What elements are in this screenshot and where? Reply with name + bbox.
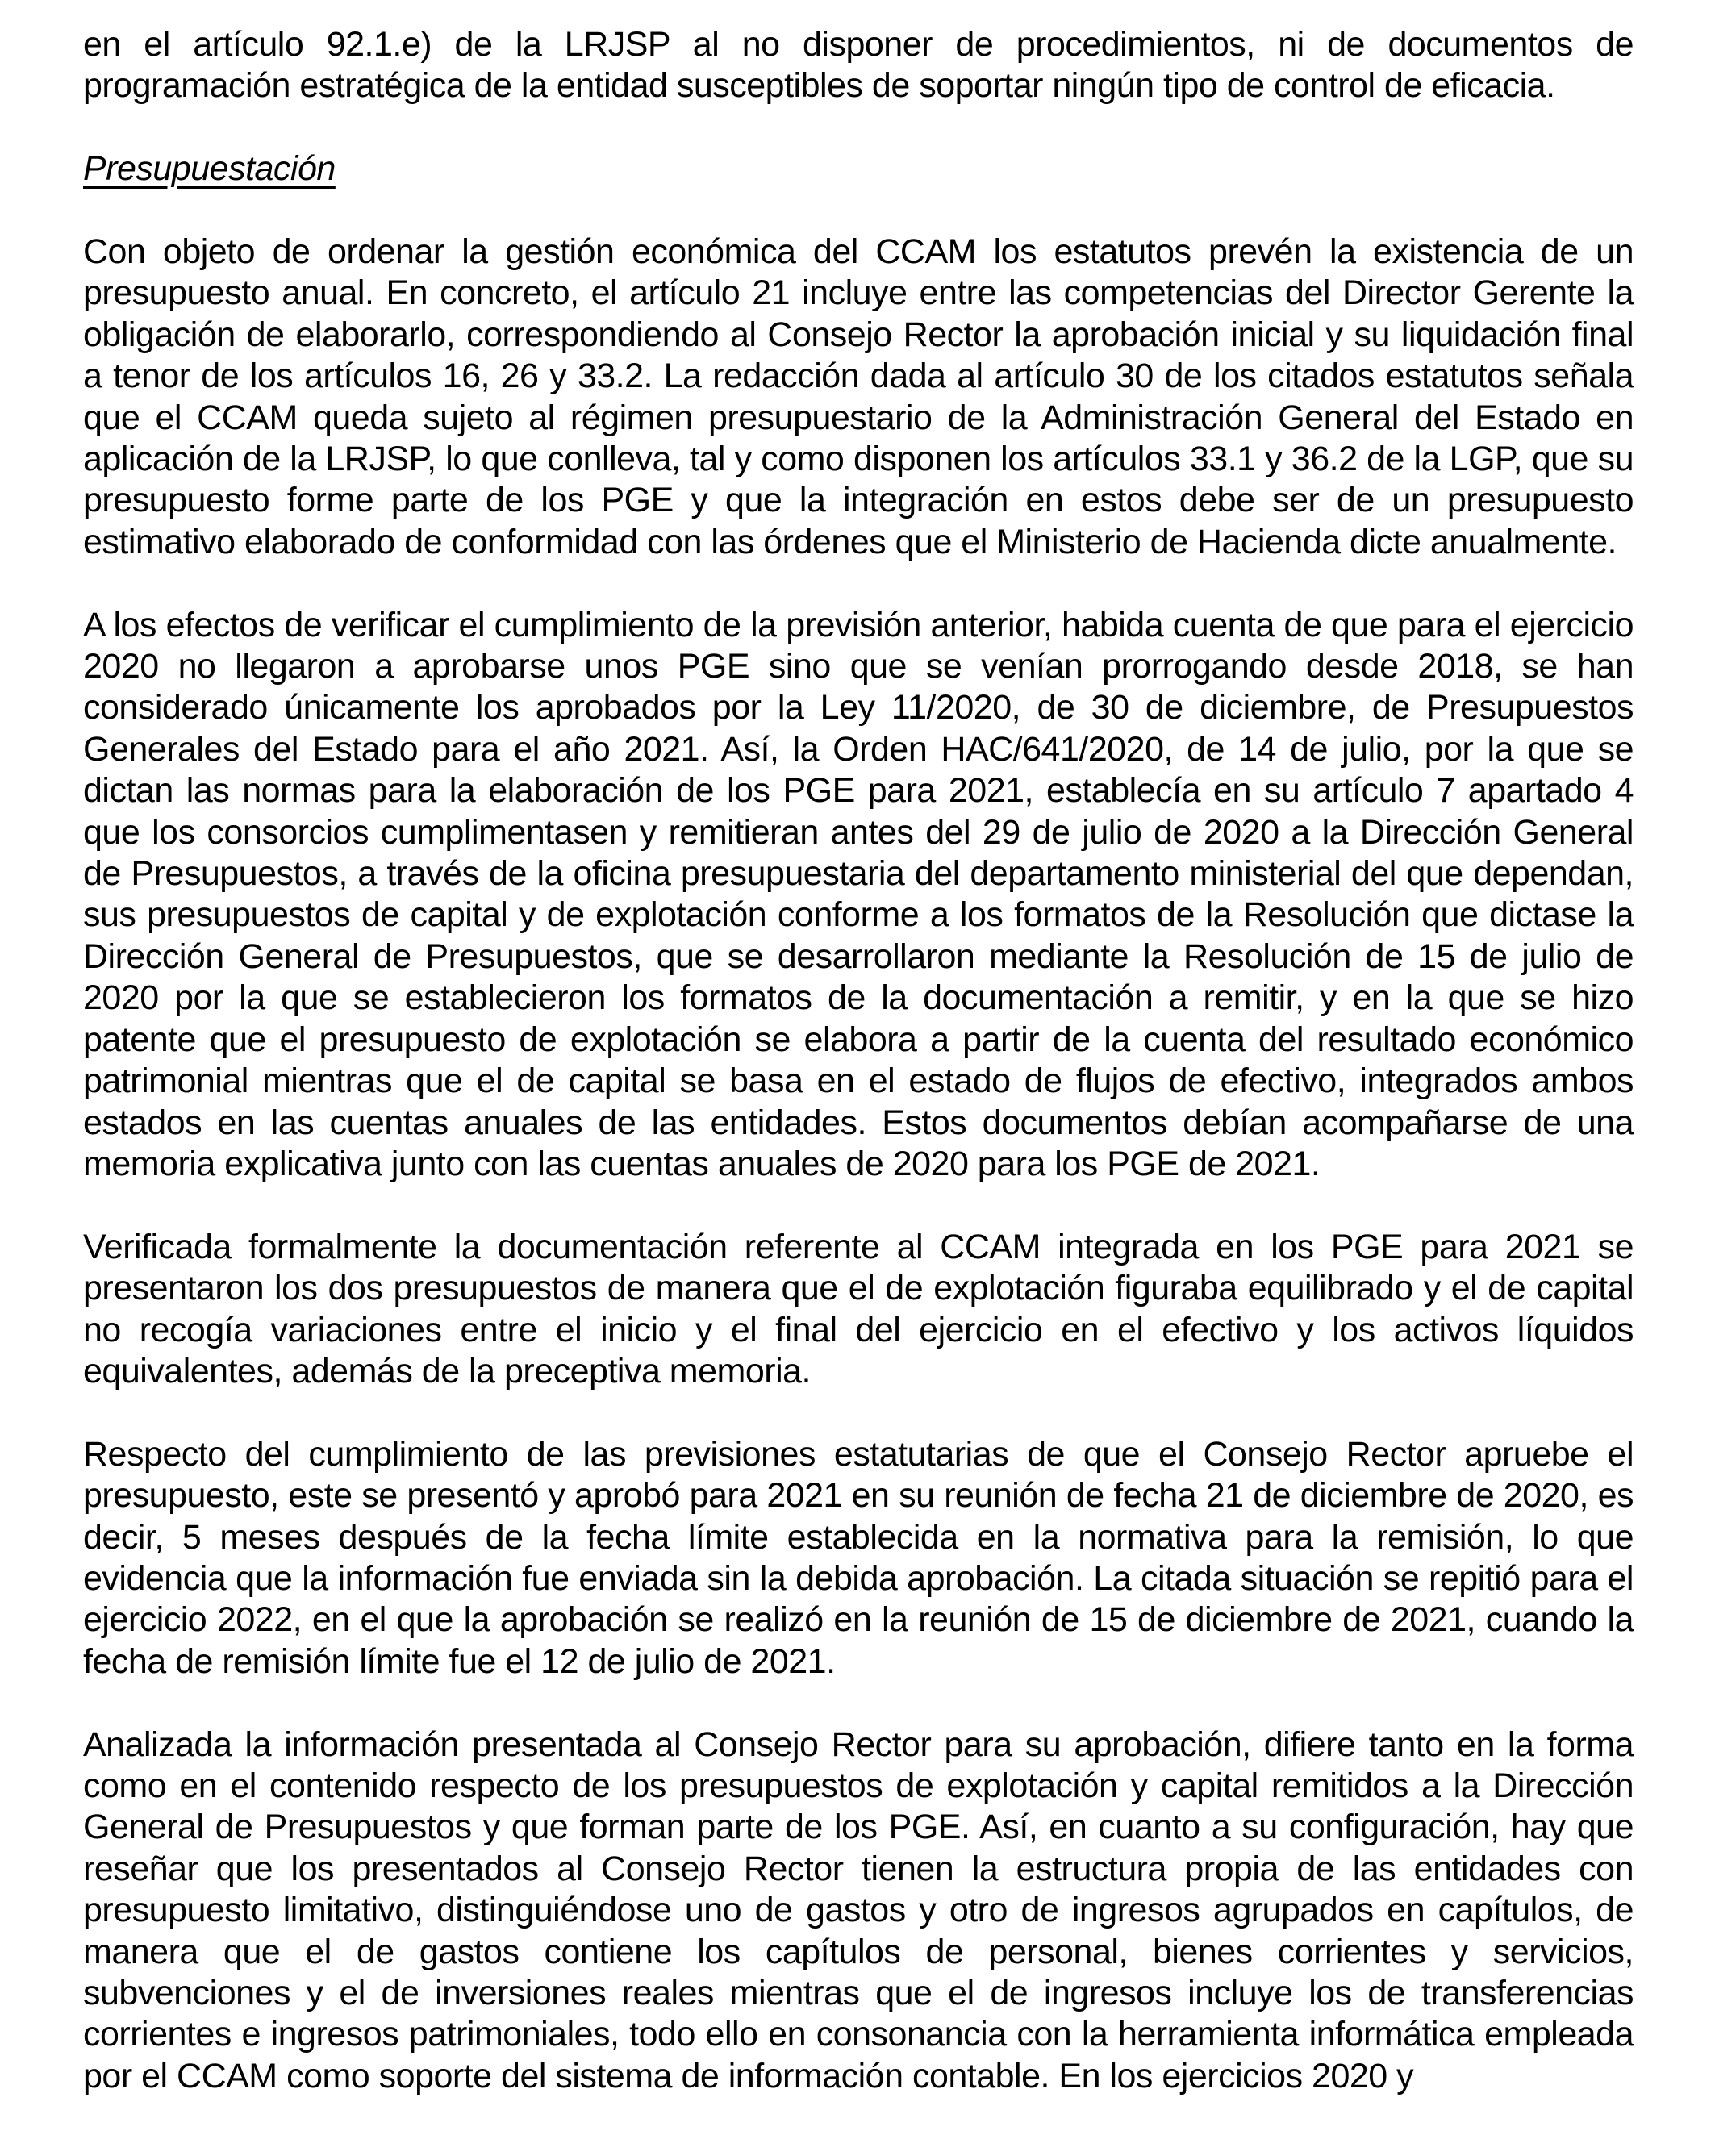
paragraph-con-objeto: Con objeto de ordenar la gestión económica del CCAM los estatutos prevén la existencia de un presupuesto anual. En concreto, el artículo 21 incluye entre las competencias del Director Gerente la obligación de elaborarlo, correspondiendo al Consejo Rector la aprobación inicial y su liquidación final a tenor de los artículos 16, 26 y 33.2. La redacción dada al artículo 30 de los citados estatutos señala que el CCAM queda sujeto al régimen presupuestario de la Administración General del Estado en aplicación de la LRJSP, lo que conlleva, tal y como disponen los artículos 33.1 y 36.2 de la LGP, que su presupuesto forme parte de los PGE y que la integración en estos debe ser de un presupuesto estimativo elaborado de conformidad con las órdenes que el Ministerio de Hacienda dicte anualmente.	[83, 232, 1634, 561]
section-heading-presupuestacion: Presupuestación	[83, 149, 336, 189]
paragraph-verificada-formalmente: Verificada formalmente la documentación referente al CCAM integrada en los PGE para 2021 se presentaron los dos presupuestos de manera que el de explotación figuraba equilibrado y el de capital no recogía variaciones entre el inicio y el final del ejercicio en el efectivo y los activos líquidos equivalentes, además de la preceptiva memoria.	[83, 1227, 1634, 1391]
paragraph-analizada-informacion: Analizada la información presentada al Consejo Rector para su aprobación, difiere tanto en la forma como en el contenido respecto de los presupuestos de explotación y capital remitidos a la Dirección General de Presupuestos y que forman parte de los PGE. Así, en cuanto a su configuración, hay que reseñar que los presentados al Consejo Rector tienen la estructura propia de las entidades con presupuesto limitativo, distinguiéndose uno de gastos y otro de ingresos agrupados en capítulos, de manera que el de gastos contiene los capítulos de personal, bienes corrientes y servicios, subvenciones y el de inversiones reales mientras que el de ingresos incluye los de transferencias corrientes e ingresos patrimoniales, todo ello en consonancia con la herramienta informática empleada por el CCAM como soporte del sistema de información contable. En los ejercicios 2020 y	[83, 1724, 1634, 2096]
paragraph-a-los-efectos: A los efectos de verificar el cumplimiento de la previsión anterior, habida cuenta de que para el ejercicio 2020 no llegaron a aprobarse unos PGE sino que se venían prorrogando desde 2018, se han considerado únicamente los aprobados por la Ley 11/2020, de 30 de diciembre, de Presupuestos Generales del Estado para el año 2021. Así, la Orden HAC/641/2020, de 14 de julio, por la que se dictan las normas para la elaboración de los PGE para 2021, establecía en su artículo 7 apartado 4 que los consorcios cumplimentasen y remitieran antes del 29 de julio de 2020 a la Dirección General de Presupuestos, a través de la oficina presupuestaria del departamento ministerial del que dependan, sus presupuestos de capital y de explotación conforme a los formatos de la Resolución que dictase la Dirección General de Presupuestos, que se desarrollaron mediante la Resolución de 15 de julio de 2020 por la que se establecieron los formatos de la documentación a remitir, y en la que se hizo patente que el presupuesto de explotación se elabora a partir de la cuenta del resultado económico patrimonial mientras que el de capital se basa en el estado de flujos de efectivo, integrados ambos estados en las cuentas anuales de las entidades. Estos documentos debían acompañarse de una memoria explicativa junto con las cuentas anuales de 2020 para los PGE de 2021.	[83, 605, 1634, 1183]
paragraph-intro-continuation: en el artículo 92.1.e) de la LRJSP al no disponer de procedimientos, ni de documentos de programación estratégica de la entidad susceptibles de soportar ningún tipo de control de eficacia.	[83, 25, 1634, 106]
paragraph-respecto-cumplimiento: Respecto del cumplimiento de las previsiones estatutarias de que el Consejo Rector apruebe el presupuesto, este se presentó y aprobó para 2021 en su reunión de fecha 21 de diciembre de 2020, es decir, 5 meses después de la fecha límite establecida en la normativa para la remisión, lo que evidencia que la información fue enviada sin la debida aprobación. La citada situación se repitió para el ejercicio 2022, en el que la aprobación se realizó en la reunión de 15 de diciembre de 2021, cuando la fecha de remisión límite fue el 12 de julio de 2021.	[83, 1434, 1634, 1681]
